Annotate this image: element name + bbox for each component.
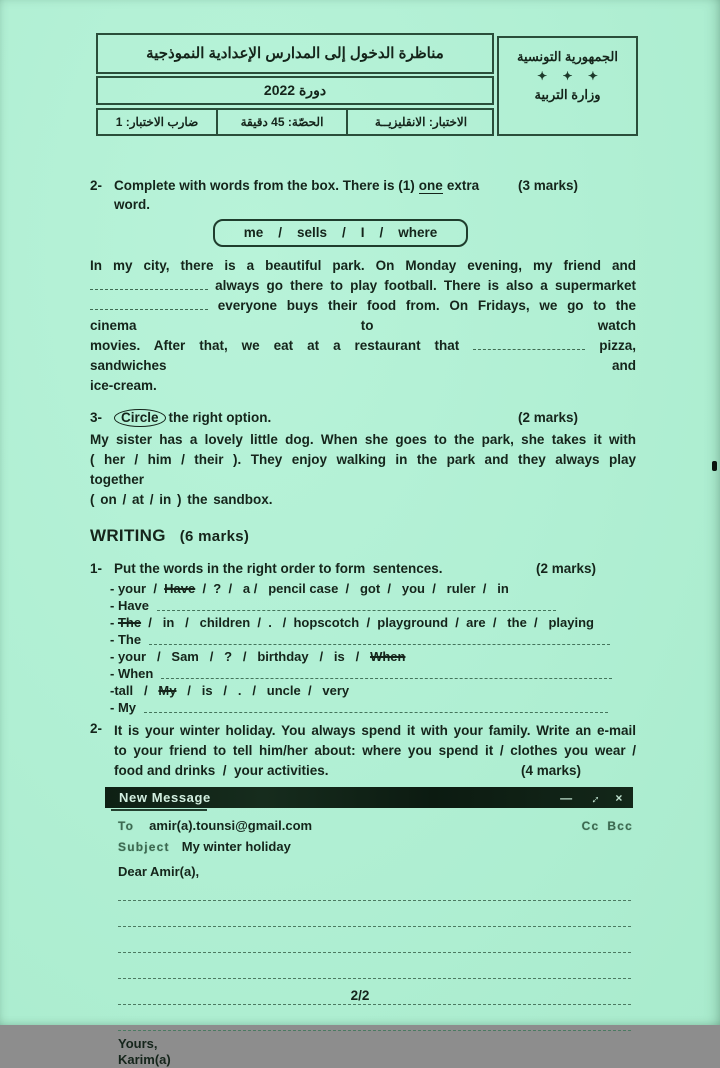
cc-label: Cc [581,819,600,833]
exam-details-row [96,108,494,136]
task1-marks: (2 marks) [535,561,596,576]
line-pre: - your / [110,581,165,596]
line-pre: -tall / [110,683,159,698]
task2-text [114,721,636,781]
cloze-line [90,276,636,296]
exercise3-number: 3- [90,410,103,425]
email-titlebar [105,787,633,808]
subject-label: Subject [118,840,170,854]
cloze-line [90,296,636,336]
word-order-line [110,614,636,631]
task2-line [114,761,636,781]
exercise3-line [90,490,636,510]
task2 [90,721,636,781]
cloze-text: always go there to play football. There is also a supermarket [215,278,636,293]
writing-section-title [90,525,636,548]
blank-line [90,297,208,310]
struck-word: My [158,683,177,698]
scan-speck [712,461,717,471]
exercise3-paragraph [90,430,636,510]
scan-artifact-line [111,809,207,811]
answer-starter: - The [110,632,142,647]
email-subject-row [105,839,633,854]
dotted-answer-line [149,644,610,645]
line-post: / is / . / uncle / very [176,683,350,698]
exam-body [90,176,636,1068]
cloze-text: everyone buys their food from. On Fridays, we go to the cinema to watch [90,298,636,333]
task2-marks: (4 marks) [520,763,581,778]
struck-word: When [370,649,406,664]
exercise3-line [90,450,636,490]
cloze-line: ice-cream. [90,378,157,393]
exercise3-line: My sister has a lovely little dog. When she goes to the park, she takes it with [90,432,636,447]
email-closing: Yours, [118,1036,158,1051]
exercise3-instruction [114,408,271,427]
task2-line: It is your winter holiday. You always spend it with your family. Write an e-mail [114,723,636,738]
cloze-line: In my city, there is a beautiful park. On Monday evening, my friend and [90,258,636,273]
exam-duration: الحصّة: 45 دقيقة [216,110,346,134]
line-pre: - [110,615,118,630]
answer-start-line [110,665,636,682]
ministry-name: وزارة التربية [534,87,601,102]
cloze-text: pizza, sandwiches and [90,338,636,373]
instruction-post: extra word. [114,178,480,212]
to-value: amir(a).tounsi@gmail.com [149,818,313,833]
struck-word: The [117,615,142,630]
blank-writing-line [118,927,631,953]
blank-writing-line [118,1005,631,1031]
cloze-paragraph [90,256,636,396]
task2-line-text: food and drinks / your activities. [114,763,329,778]
answer-starter: - When [110,666,154,681]
exercise2-instruction [114,176,518,214]
exercise3-heading [90,408,636,427]
ministry-box [497,36,638,136]
blank-line [473,337,585,350]
exam-session: دورة 2022 [96,76,494,105]
line-post: / in / children / . / hopscotch / playground / are / the / playing [141,615,594,630]
task1-list [90,580,636,716]
country-name: الجمهورية التونسية [517,49,618,64]
writing-title-text: WRITING [90,526,166,545]
titlebar-icons [560,788,623,807]
blank-writing-line [118,880,631,901]
exercise3-marks: (2 marks) [517,410,578,425]
instruction-post: the right option. [168,410,272,425]
stars-ornament: ✦ ✦ ✦ [537,69,604,83]
line-pre: - your / Sam / ? / birthday / is / [110,649,371,664]
word-box: me / sells / I / where [213,219,468,247]
task2-number: 2- [90,721,103,736]
email-window-title: New Message [119,790,211,805]
minimize-icon: — [560,790,573,805]
email-signature: Karim(a) [118,1052,171,1067]
instruction-pre: Complete with words from the box. There is (1) [114,178,415,193]
bcc-label: Bcc [607,819,633,833]
word-order-line [110,648,636,665]
email-mockup [105,787,633,1068]
writing-marks: (6 marks) [179,528,250,545]
blank-writing-line [118,901,631,927]
blank-line [90,277,208,290]
answer-start-line [110,631,636,648]
cloze-line [90,336,636,376]
task2-line: to your friend to tell him/her about: where you spend it / clothes you wear / [114,743,636,758]
answer-starter: - Have [110,598,150,613]
task1-heading [90,559,636,578]
cloze-text: movies. After that, we eat at a restaurant that [90,338,460,353]
underlined-word: one [418,178,443,193]
exercise3-text: They enjoy walking in the park and they always play together [90,452,636,487]
dotted-answer-line [161,678,612,679]
exercise3-text: the sandbox. [187,492,273,507]
subject-value: My winter holiday [181,839,291,854]
to-label: To [118,819,135,833]
task1-instruction: Put the words in the right order to form sentences. [114,561,443,576]
cc-bcc-group [582,819,633,833]
close-icon: × [615,790,623,805]
line-post: / ? / a / pencil case / got / you / ruler / in [195,581,509,596]
word-order-line [110,682,636,699]
exercise2-marks: (3 marks) [517,178,578,193]
exam-title: مناظرة الدخول إلى المدارس الإعدادية النموذجية [96,33,494,74]
exercise2-number: 2- [90,178,103,193]
struck-word: Have [164,581,196,596]
word-order-line [110,580,636,597]
blank-writing-line [118,953,631,979]
exam-subject: الاختبار: الانقليزيــة [346,110,494,134]
dotted-answer-line [157,610,556,611]
dotted-answer-line [144,712,608,713]
answer-start-line [110,699,636,716]
options-group: ( her / him / their ). [90,452,242,467]
answer-start-line [110,597,636,614]
page-number: 2/2 [350,988,370,1003]
circled-word: Circle [114,409,166,427]
email-to-row [105,818,633,833]
exam-coefficient: ضارب الاختبار: 1 [115,115,199,129]
exam-header-table [96,33,494,136]
email-greeting: Dear Amir(a), [118,864,200,879]
resize-icon: ↔ [584,788,604,807]
task1-number: 1- [90,561,103,576]
email-body [105,863,633,1068]
exercise2-heading [90,176,636,214]
options-group: ( on / at / in ) [90,492,182,507]
answer-starter: - My [110,700,136,715]
